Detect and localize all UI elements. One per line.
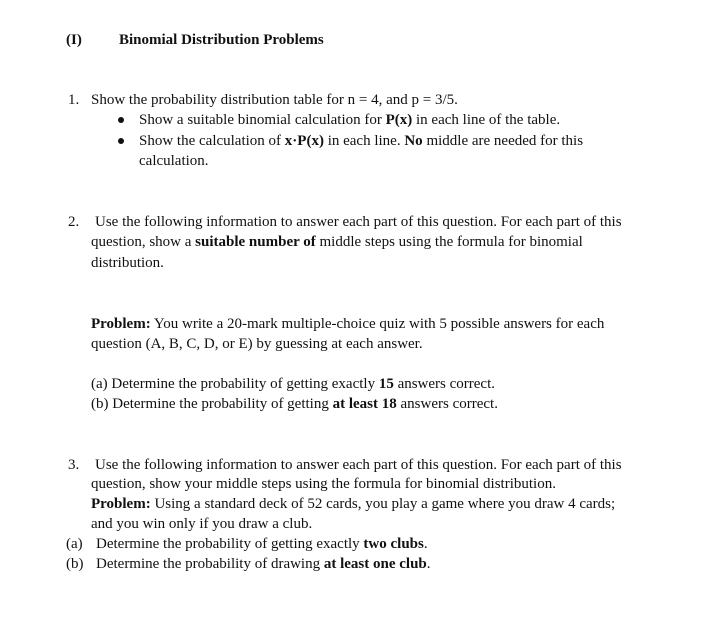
q2-number: 2. — [68, 214, 80, 230]
q3-part-a: Determine the probability of getting exactly two clubs. — [96, 536, 428, 552]
q3-part-b-label: (b) — [66, 556, 84, 572]
bullet-icon — [118, 117, 124, 123]
q2-problem-line-1: Problem: You write a 20-mark multiple-choice quiz with 5 possible answers for each — [91, 316, 605, 332]
q3-number: 3. — [68, 457, 80, 473]
q1-bullet-1: Show a suitable binomial calculation for P(x) in each line of the table. — [139, 112, 561, 128]
q3-part-a-label: (a) — [66, 536, 83, 552]
q2-line-2: question, show a suitable number of middle steps using the formula for binomial — [91, 234, 583, 250]
q1-text: Show the probability distribution table for n = 4, and p = 3/5. — [91, 92, 458, 108]
q2-line-3: distribution. — [91, 255, 164, 271]
q3-line-1: Use the following information to answer each part of this question. For each part of this — [95, 457, 622, 473]
bullet-icon — [118, 138, 124, 144]
q2-problem-line-2: question (A, B, C, D, or E) by guessing at each answer. — [91, 336, 423, 352]
q3-part-b: Determine the probability of drawing at least one club. — [96, 556, 431, 572]
section-numeral: (I) — [66, 32, 82, 48]
q1-number: 1. — [68, 92, 80, 108]
q3-line-2: question, show your middle steps using the formula for binomial distribution. — [91, 476, 556, 492]
q1-bullet-2: Show the calculation of x·P(x) in each line. No middle are needed for this — [139, 133, 584, 149]
q1-bullet-2-continued: calculation. — [139, 153, 209, 169]
page-title: Binomial Distribution Problems — [119, 32, 324, 48]
q3-problem-line-1: Problem: Using a standard deck of 52 cards, you play a game where you draw 4 cards; — [91, 496, 616, 512]
q3-problem-line-2: and you win only if you draw a club. — [91, 516, 313, 532]
q2-line-1: Use the following information to answer each part of this question. For each part of this — [95, 214, 622, 230]
q2-part-a: (a) Determine the probability of getting exactly 15 answers correct. — [91, 376, 496, 392]
q2-part-b: (b) Determine the probability of getting at least 18 answers correct. — [91, 396, 498, 412]
